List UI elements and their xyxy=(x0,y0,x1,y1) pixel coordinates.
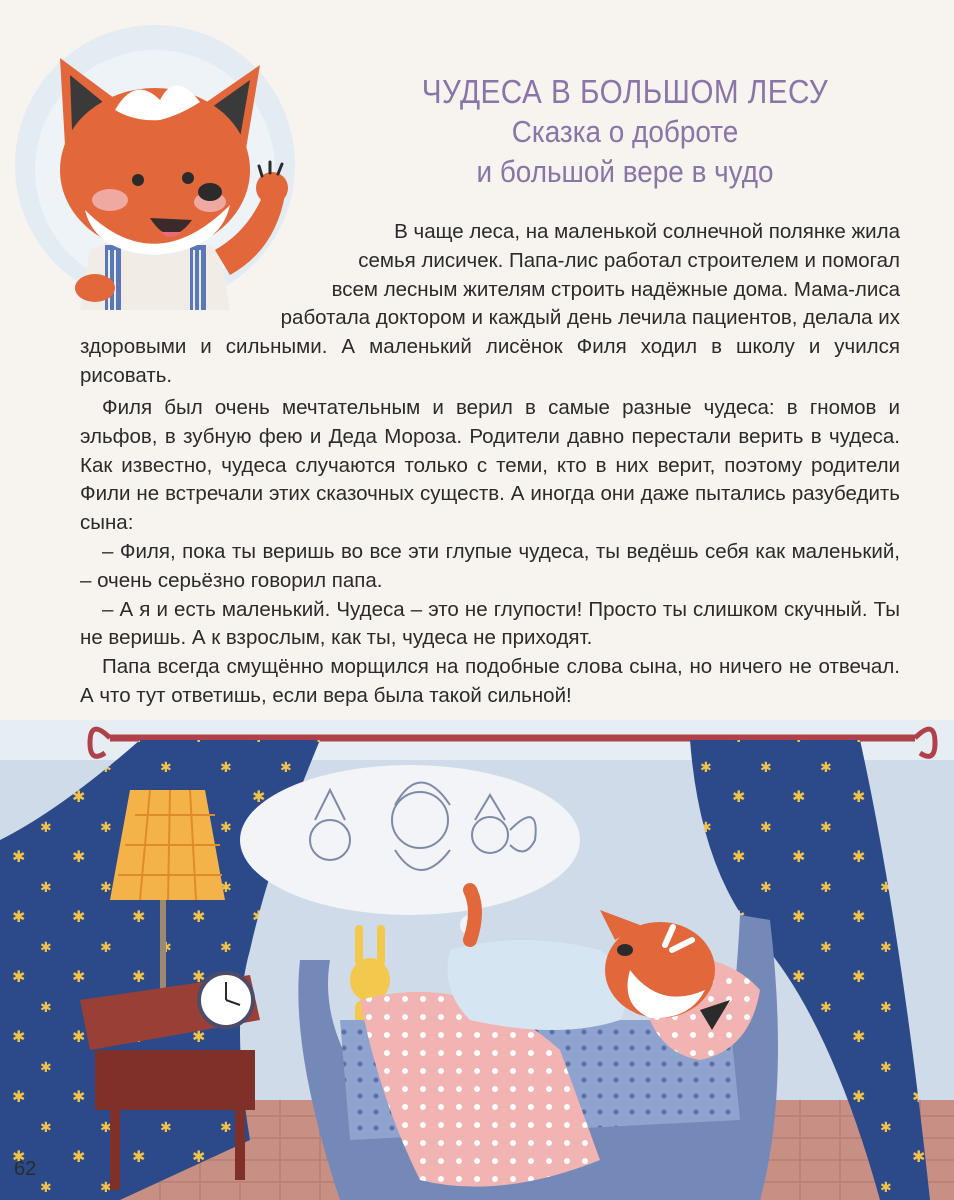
paragraph-1-line: всем лесным жителям строить надёжные дома. Мама-лиса xyxy=(331,277,900,301)
story-title: ЧУДЕСА В БОЛЬШОМ ЛЕСУ xyxy=(421,73,829,110)
paragraph: – Филя, пока ты веришь во все эти глупые чудеса, ты ведёшь себя как маленький, – очень серьёзно говорил папа. xyxy=(80,539,900,592)
paragraph: Филя был очень мечтательным и верил в самые разные чудеса: в гномов и эльфов, в зубную фею и Деда Мороза. Родители давно перестали верить в чудеса. Как известно, чудеса случаются только с теми, кто в них верит, поэтому родители Фили не встречали этих сказочных существ. А иногда они даже пытались разубедить сына: xyxy=(80,396,900,535)
paragraph: – А я и есть маленький. Чудеса – это не глупости! Просто ты слишком скучный. Ты не веришь. А к взрослым, как ты, чудеса не приходят. xyxy=(80,597,900,650)
paragraph-1 xyxy=(80,218,900,391)
paragraph-1-line: семья лисичек. Папа-лис работал строителем и помогал xyxy=(358,248,900,272)
paragraph: Папа всегда смущённо морщился на подобные слова сына, но ничего не отвечал. А что тут ответишь, если вера была такой сильной! xyxy=(80,655,900,707)
title-block xyxy=(330,72,920,192)
paragraph-1-line: работала доктором и каждый день лечила пациентов, делала их xyxy=(280,306,900,330)
paragraph-1-line: здоровыми и сильными. А маленький лисёнок Филя ходил в школу и учился xyxy=(80,335,900,359)
sleeping-fox-bed-scene xyxy=(0,720,954,1200)
story-body xyxy=(80,394,900,711)
page-number: 62 xyxy=(14,1158,37,1180)
story-subtitle-line1: Сказка о доброте xyxy=(511,114,739,149)
paragraph-1-line: В чаще леса, на маленькой солнечной полянке жила xyxy=(394,220,900,243)
paragraph-1-line: рисовать. xyxy=(80,363,173,387)
story-subtitle-line2: и большой вере в чудо xyxy=(476,154,774,189)
